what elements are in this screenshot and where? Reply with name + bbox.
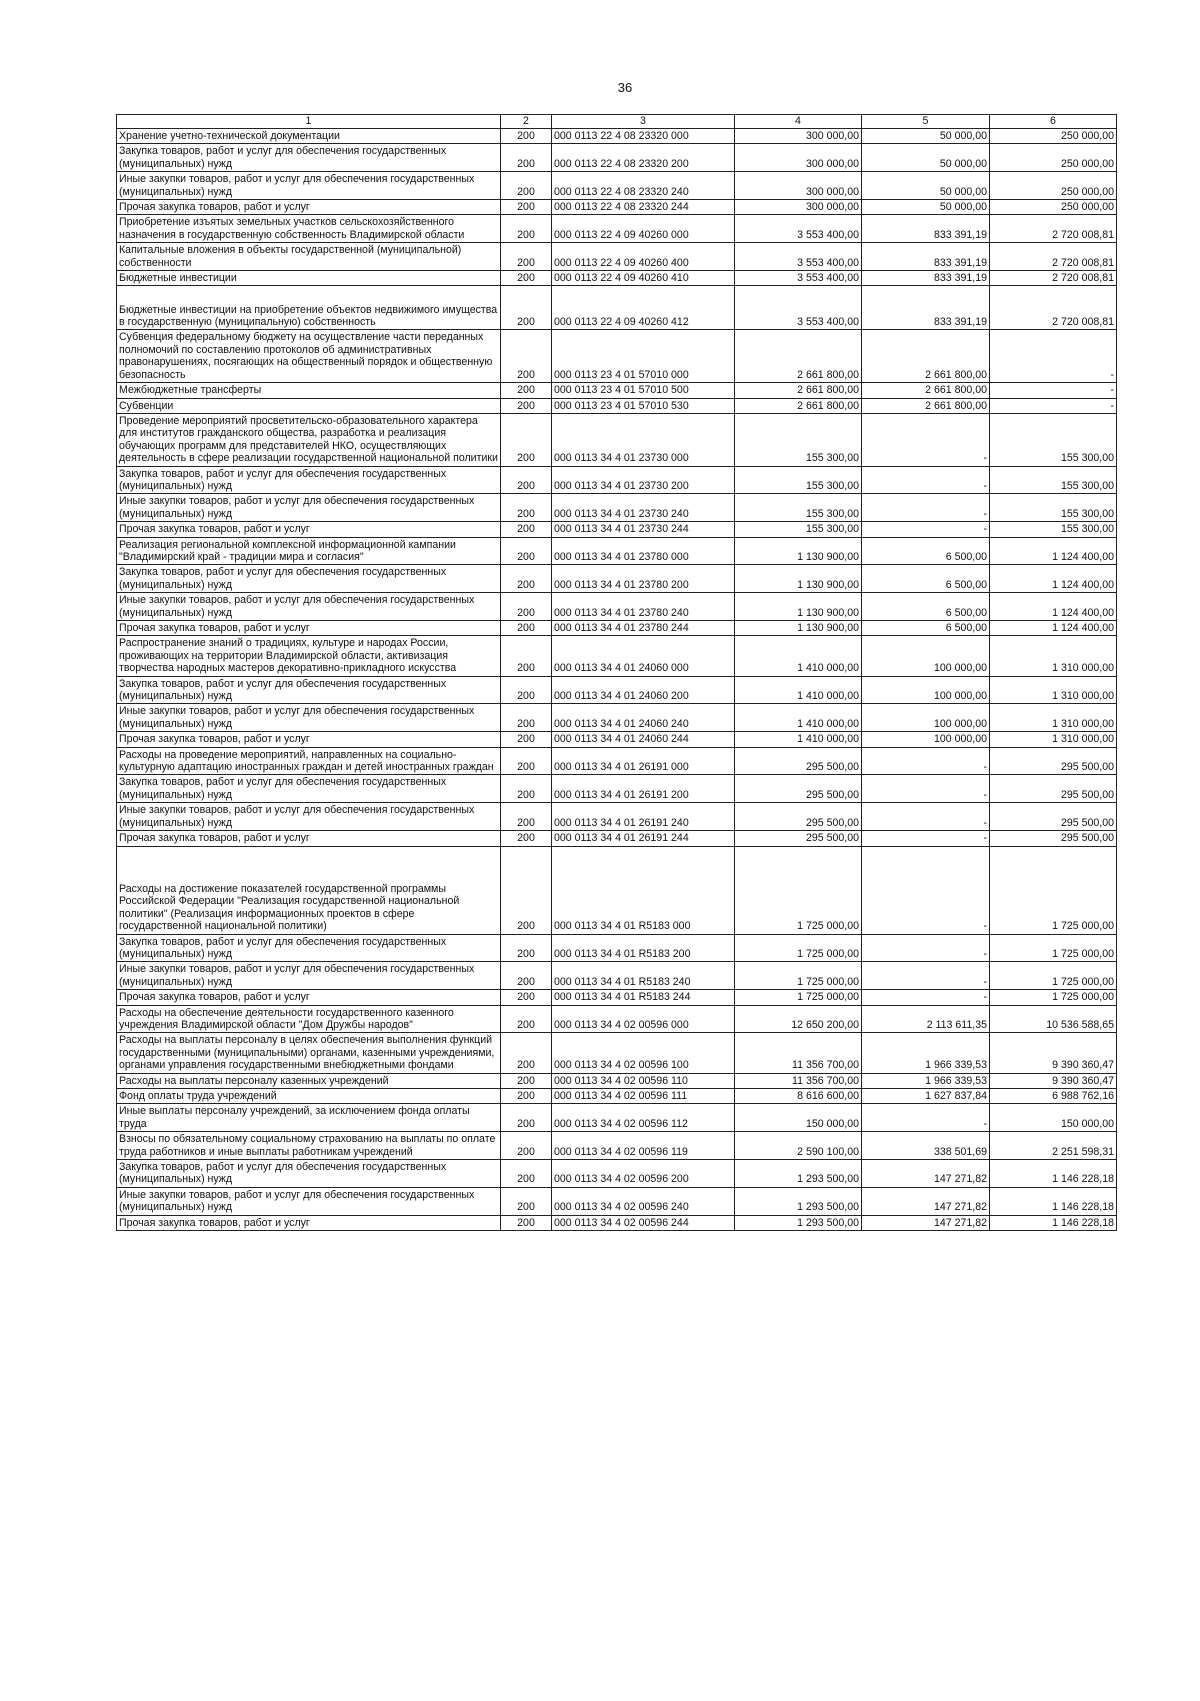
expense-name-cell: Взносы по обязательному социальному страхованию на выплаты по оплате труда работников и иные выплаты работникам учреждений [117, 1132, 501, 1160]
approved-amount-cell: 1 130 900,00 [735, 537, 862, 565]
line-code-cell: 200 [501, 676, 552, 704]
table-row [117, 1187, 1117, 1215]
table-row [117, 636, 1117, 676]
line-code-cell: 200 [501, 243, 552, 271]
table-row [117, 962, 1117, 990]
unexecuted-amount-cell: 295 500,00 [990, 831, 1117, 846]
expense-name-cell: Бюджетные инвестиции [117, 271, 501, 286]
executed-amount-cell: 2 661 800,00 [862, 383, 990, 398]
approved-amount-cell: 1 410 000,00 [735, 676, 862, 704]
table-row [117, 1088, 1117, 1103]
line-code-cell: 200 [501, 271, 552, 286]
table-row [117, 286, 1117, 330]
expense-name-cell: Закупка товаров, работ и услуг для обеспечения государственных (муниципальных) нужд [117, 144, 501, 172]
approved-amount-cell: 1 725 000,00 [735, 990, 862, 1005]
budget-classification-code-cell: 000 0113 23 4 01 57010 500 [552, 383, 735, 398]
expense-name-cell: Иные закупки товаров, работ и услуг для обеспечения государственных (муниципальных) нужд [117, 172, 501, 200]
table-row [117, 144, 1117, 172]
budget-classification-code-cell: 000 0113 34 4 01 R5183 240 [552, 962, 735, 990]
unexecuted-amount-cell: 155 300,00 [990, 413, 1117, 466]
table-row [117, 747, 1117, 775]
executed-amount-cell: 100 000,00 [862, 704, 990, 732]
budget-classification-code-cell: 000 0113 34 4 01 R5183 200 [552, 934, 735, 962]
executed-amount-cell: 2 113 611,35 [862, 1005, 990, 1033]
unexecuted-amount-cell: 1 124 400,00 [990, 565, 1117, 593]
unexecuted-amount-cell: 1 124 400,00 [990, 621, 1117, 636]
expense-name-cell: Закупка товаров, работ и услуг для обеспечения государственных (муниципальных) нужд [117, 775, 501, 803]
executed-amount-cell: - [862, 934, 990, 962]
line-code-cell: 200 [501, 732, 552, 747]
line-code-cell: 200 [501, 1073, 552, 1088]
unexecuted-amount-cell: 295 500,00 [990, 775, 1117, 803]
line-code-cell: 200 [501, 144, 552, 172]
unexecuted-amount-cell: 155 300,00 [990, 494, 1117, 522]
line-code-cell: 200 [501, 846, 552, 934]
budget-classification-code-cell: 000 0113 34 4 01 26191 000 [552, 747, 735, 775]
executed-amount-cell: 50 000,00 [862, 144, 990, 172]
budget-classification-code-cell: 000 0113 22 4 08 23320 000 [552, 129, 735, 144]
line-code-cell: 200 [501, 704, 552, 732]
approved-amount-cell: 1 130 900,00 [735, 621, 862, 636]
unexecuted-amount-cell: 1 124 400,00 [990, 537, 1117, 565]
approved-amount-cell: 3 553 400,00 [735, 243, 862, 271]
expense-name-cell: Расходы на выплаты персоналу казенных учреждений [117, 1073, 501, 1088]
table-row [117, 200, 1117, 215]
expense-name-cell: Закупка товаров, работ и услуг для обеспечения государственных (муниципальных) нужд [117, 565, 501, 593]
executed-amount-cell: 1 627 837,84 [862, 1088, 990, 1103]
approved-amount-cell: 11 356 700,00 [735, 1033, 862, 1073]
approved-amount-cell: 11 356 700,00 [735, 1073, 862, 1088]
table-row [117, 398, 1117, 413]
expense-name-cell: Иные закупки товаров, работ и услуг для обеспечения государственных (муниципальных) нужд [117, 593, 501, 621]
unexecuted-amount-cell: 1 146 228,18 [990, 1187, 1117, 1215]
executed-amount-cell: 833 391,19 [862, 271, 990, 286]
approved-amount-cell: 1 293 500,00 [735, 1160, 862, 1188]
approved-amount-cell: 295 500,00 [735, 803, 862, 831]
budget-classification-code-cell: 000 0113 34 4 02 00596 240 [552, 1187, 735, 1215]
approved-amount-cell: 155 300,00 [735, 413, 862, 466]
executed-amount-cell: 147 271,82 [862, 1215, 990, 1230]
column-header: 1 [117, 115, 501, 129]
line-code-cell: 200 [501, 537, 552, 565]
table-row [117, 1073, 1117, 1088]
expense-name-cell: Закупка товаров, работ и услуг для обеспечения государственных (муниципальных) нужд [117, 934, 501, 962]
executed-amount-cell: 50 000,00 [862, 172, 990, 200]
table-row [117, 990, 1117, 1005]
unexecuted-amount-cell: 250 000,00 [990, 172, 1117, 200]
table-row [117, 803, 1117, 831]
line-code-cell: 200 [501, 200, 552, 215]
table-row [117, 732, 1117, 747]
unexecuted-amount-cell: - [990, 330, 1117, 383]
approved-amount-cell: 155 300,00 [735, 466, 862, 494]
approved-amount-cell: 295 500,00 [735, 831, 862, 846]
line-code-cell: 200 [501, 383, 552, 398]
line-code-cell: 200 [501, 172, 552, 200]
line-code-cell: 200 [501, 1187, 552, 1215]
executed-amount-cell: 50 000,00 [862, 200, 990, 215]
table-row [117, 330, 1117, 383]
budget-classification-code-cell: 000 0113 34 4 01 23730 244 [552, 522, 735, 537]
line-code-cell: 200 [501, 1104, 552, 1132]
budget-classification-code-cell: 000 0113 23 4 01 57010 530 [552, 398, 735, 413]
line-code-cell: 200 [501, 831, 552, 846]
executed-amount-cell: 833 391,19 [862, 286, 990, 330]
unexecuted-amount-cell: 1 124 400,00 [990, 593, 1117, 621]
budget-classification-code-cell: 000 0113 34 4 01 23730 000 [552, 413, 735, 466]
table-row [117, 129, 1117, 144]
expense-name-cell: Иные закупки товаров, работ и услуг для обеспечения государственных (муниципальных) нужд [117, 494, 501, 522]
executed-amount-cell: 1 966 339,53 [862, 1073, 990, 1088]
table-row [117, 565, 1117, 593]
executed-amount-cell: 1 966 339,53 [862, 1033, 990, 1073]
line-code-cell: 200 [501, 1160, 552, 1188]
table-row [117, 831, 1117, 846]
expense-name-cell: Иные закупки товаров, работ и услуг для обеспечения государственных (муниципальных) нужд [117, 803, 501, 831]
budget-classification-code-cell: 000 0113 34 4 02 00596 119 [552, 1132, 735, 1160]
executed-amount-cell: - [862, 803, 990, 831]
approved-amount-cell: 2 661 800,00 [735, 398, 862, 413]
executed-amount-cell: - [862, 413, 990, 466]
table-row [117, 271, 1117, 286]
approved-amount-cell: 300 000,00 [735, 172, 862, 200]
budget-classification-code-cell: 000 0113 34 4 02 00596 112 [552, 1104, 735, 1132]
column-header: 2 [501, 115, 552, 129]
table-body [117, 129, 1117, 1231]
executed-amount-cell: 50 000,00 [862, 129, 990, 144]
expense-name-cell: Прочая закупка товаров, работ и услуг [117, 732, 501, 747]
unexecuted-amount-cell: 10 536 588,65 [990, 1005, 1117, 1033]
unexecuted-amount-cell: 250 000,00 [990, 200, 1117, 215]
line-code-cell: 200 [501, 1005, 552, 1033]
approved-amount-cell: 1 410 000,00 [735, 732, 862, 747]
budget-classification-code-cell: 000 0113 34 4 01 23780 000 [552, 537, 735, 565]
budget-classification-code-cell: 000 0113 23 4 01 57010 000 [552, 330, 735, 383]
unexecuted-amount-cell: 1 310 000,00 [990, 676, 1117, 704]
unexecuted-amount-cell: 1 146 228,18 [990, 1160, 1117, 1188]
line-code-cell: 200 [501, 330, 552, 383]
budget-classification-code-cell: 000 0113 22 4 09 40260 412 [552, 286, 735, 330]
expense-name-cell: Проведение мероприятий просветительско-образовательного характера для институтов гражданского общества, разработка и реализация обучающих программ для представителей НКО, осуществляющих деятельность в сфере реализации государственной национальной политики [117, 413, 501, 466]
table-row [117, 537, 1117, 565]
line-code-cell: 200 [501, 413, 552, 466]
unexecuted-amount-cell: 250 000,00 [990, 129, 1117, 144]
line-code-cell: 200 [501, 636, 552, 676]
expense-name-cell: Иные закупки товаров, работ и услуг для обеспечения государственных (муниципальных) нужд [117, 704, 501, 732]
executed-amount-cell: 833 391,19 [862, 243, 990, 271]
unexecuted-amount-cell: - [990, 398, 1117, 413]
executed-amount-cell: - [862, 1104, 990, 1132]
budget-classification-code-cell: 000 0113 22 4 09 40260 400 [552, 243, 735, 271]
approved-amount-cell: 1 130 900,00 [735, 593, 862, 621]
expense-name-cell: Субвенция федеральному бюджету на осуществление части переданных полномочий по составлению протоколов об административных правонарушениях, посягающих на общественный порядок и общественную безопасность [117, 330, 501, 383]
line-code-cell: 200 [501, 565, 552, 593]
line-code-cell: 200 [501, 494, 552, 522]
expense-name-cell: Расходы на выплаты персоналу в целях обеспечения выполнения функций государственными (муниципальными) органами, казенными учреждениями, органами управления государственными внебюджетными фондами [117, 1033, 501, 1073]
budget-classification-code-cell: 000 0113 34 4 01 R5183 244 [552, 990, 735, 1005]
budget-classification-code-cell: 000 0113 22 4 09 40260 410 [552, 271, 735, 286]
line-code-cell: 200 [501, 962, 552, 990]
expense-name-cell: Расходы на достижение показателей государственной программы Российской Федерации "Реализация государственной национальной политики" (Реализация информационных проектов в сфере государственной национальной политики) [117, 846, 501, 934]
column-header: 4 [735, 115, 862, 129]
approved-amount-cell: 300 000,00 [735, 129, 862, 144]
approved-amount-cell: 3 553 400,00 [735, 215, 862, 243]
table-row [117, 621, 1117, 636]
unexecuted-amount-cell: 1 310 000,00 [990, 704, 1117, 732]
line-code-cell: 200 [501, 522, 552, 537]
approved-amount-cell: 1 725 000,00 [735, 846, 862, 934]
line-code-cell: 200 [501, 215, 552, 243]
expense-name-cell: Реализация региональной комплексной информационной кампании "Владимирский край - традиции мира и согласия" [117, 537, 501, 565]
line-code-cell: 200 [501, 990, 552, 1005]
page-number: 36 [617, 80, 633, 95]
budget-classification-code-cell: 000 0113 34 4 01 R5183 000 [552, 846, 735, 934]
approved-amount-cell: 2 590 100,00 [735, 1132, 862, 1160]
unexecuted-amount-cell: 9 390 360,47 [990, 1033, 1117, 1073]
budget-classification-code-cell: 000 0113 22 4 08 23320 200 [552, 144, 735, 172]
line-code-cell: 200 [501, 621, 552, 636]
budget-classification-code-cell: 000 0113 34 4 01 26191 240 [552, 803, 735, 831]
table-row [117, 383, 1117, 398]
budget-classification-code-cell: 000 0113 34 4 01 26191 244 [552, 831, 735, 846]
executed-amount-cell: - [862, 466, 990, 494]
approved-amount-cell: 12 650 200,00 [735, 1005, 862, 1033]
table-row [117, 775, 1117, 803]
expense-name-cell: Иные выплаты персоналу учреждений, за исключением фонда оплаты труда [117, 1104, 501, 1132]
table-row [117, 934, 1117, 962]
expense-name-cell: Закупка товаров, работ и услуг для обеспечения государственных (муниципальных) нужд [117, 1160, 501, 1188]
executed-amount-cell: 2 661 800,00 [862, 330, 990, 383]
line-code-cell: 200 [501, 1088, 552, 1103]
budget-classification-code-cell: 000 0113 34 4 02 00596 111 [552, 1088, 735, 1103]
line-code-cell: 200 [501, 934, 552, 962]
expense-name-cell: Капитальные вложения в объекты государственной (муниципальной) собственности [117, 243, 501, 271]
executed-amount-cell: - [862, 775, 990, 803]
column-header: 6 [990, 115, 1117, 129]
expense-name-cell: Фонд оплаты труда учреждений [117, 1088, 501, 1103]
table-row [117, 1104, 1117, 1132]
expense-name-cell: Субвенции [117, 398, 501, 413]
line-code-cell: 200 [501, 398, 552, 413]
expense-name-cell: Прочая закупка товаров, работ и услуг [117, 831, 501, 846]
approved-amount-cell: 1 410 000,00 [735, 704, 862, 732]
budget-classification-code-cell: 000 0113 34 4 02 00596 000 [552, 1005, 735, 1033]
approved-amount-cell: 295 500,00 [735, 747, 862, 775]
approved-amount-cell: 300 000,00 [735, 200, 862, 215]
table-row [117, 466, 1117, 494]
table-row [117, 1215, 1117, 1230]
executed-amount-cell: 6 500,00 [862, 565, 990, 593]
expense-name-cell: Прочая закупка товаров, работ и услуг [117, 990, 501, 1005]
approved-amount-cell: 1 130 900,00 [735, 565, 862, 593]
approved-amount-cell: 300 000,00 [735, 144, 862, 172]
approved-amount-cell: 155 300,00 [735, 494, 862, 522]
unexecuted-amount-cell: 1 725 000,00 [990, 962, 1117, 990]
unexecuted-amount-cell: 1 725 000,00 [990, 846, 1117, 934]
approved-amount-cell: 155 300,00 [735, 522, 862, 537]
expense-name-cell: Расходы на обеспечение деятельности государственного казенного учреждения Владимирской области "Дом Дружбы народов" [117, 1005, 501, 1033]
expense-name-cell: Прочая закупка товаров, работ и услуг [117, 1215, 501, 1230]
table-row [117, 1132, 1117, 1160]
line-code-cell: 200 [501, 466, 552, 494]
table-row [117, 1160, 1117, 1188]
unexecuted-amount-cell: 2 720 008,81 [990, 243, 1117, 271]
unexecuted-amount-cell: 295 500,00 [990, 747, 1117, 775]
budget-classification-code-cell: 000 0113 34 4 02 00596 244 [552, 1215, 735, 1230]
unexecuted-amount-cell: 150 000,00 [990, 1104, 1117, 1132]
table-row [117, 215, 1117, 243]
unexecuted-amount-cell: 1 725 000,00 [990, 934, 1117, 962]
approved-amount-cell: 1 293 500,00 [735, 1187, 862, 1215]
unexecuted-amount-cell: 155 300,00 [990, 466, 1117, 494]
budget-classification-code-cell: 000 0113 34 4 01 23730 200 [552, 466, 735, 494]
approved-amount-cell: 1 725 000,00 [735, 934, 862, 962]
expense-name-cell: Межбюджетные трансферты [117, 383, 501, 398]
budget-classification-code-cell: 000 0113 22 4 08 23320 240 [552, 172, 735, 200]
table-row [117, 1005, 1117, 1033]
approved-amount-cell: 1 725 000,00 [735, 962, 862, 990]
unexecuted-amount-cell: 1 146 228,18 [990, 1215, 1117, 1230]
unexecuted-amount-cell: 6 988 762,16 [990, 1088, 1117, 1103]
expense-name-cell: Прочая закупка товаров, работ и услуг [117, 522, 501, 537]
budget-classification-code-cell: 000 0113 34 4 01 26191 200 [552, 775, 735, 803]
line-code-cell: 200 [501, 803, 552, 831]
unexecuted-amount-cell: - [990, 383, 1117, 398]
line-code-cell: 200 [501, 1132, 552, 1160]
unexecuted-amount-cell: 9 390 360,47 [990, 1073, 1117, 1088]
budget-classification-code-cell: 000 0113 34 4 01 24060 000 [552, 636, 735, 676]
line-code-cell: 200 [501, 1033, 552, 1073]
unexecuted-amount-cell: 1 310 000,00 [990, 732, 1117, 747]
expense-name-cell: Расходы на проведение мероприятий, направленных на социально-культурную адаптацию иностранных граждан и детей иностранных граждан [117, 747, 501, 775]
table-row [117, 593, 1117, 621]
executed-amount-cell: - [862, 747, 990, 775]
approved-amount-cell: 1 293 500,00 [735, 1215, 862, 1230]
line-code-cell: 200 [501, 775, 552, 803]
column-header: 5 [862, 115, 990, 129]
unexecuted-amount-cell: 2 720 008,81 [990, 286, 1117, 330]
budget-classification-code-cell: 000 0113 34 4 02 00596 200 [552, 1160, 735, 1188]
table-row [117, 522, 1117, 537]
table-row [117, 172, 1117, 200]
executed-amount-cell: - [862, 494, 990, 522]
expense-name-cell: Иные закупки товаров, работ и услуг для обеспечения государственных (муниципальных) нужд [117, 1187, 501, 1215]
approved-amount-cell: 295 500,00 [735, 775, 862, 803]
budget-table [116, 114, 1117, 1231]
budget-classification-code-cell: 000 0113 34 4 01 23780 200 [552, 565, 735, 593]
line-code-cell: 200 [501, 1215, 552, 1230]
table-row [117, 704, 1117, 732]
expense-name-cell: Приобретение изъятых земельных участков сельскохозяйственного назначения в государственную собственность Владимирской области [117, 215, 501, 243]
unexecuted-amount-cell: 155 300,00 [990, 522, 1117, 537]
executed-amount-cell: 2 661 800,00 [862, 398, 990, 413]
executed-amount-cell: - [862, 962, 990, 990]
expense-name-cell: Прочая закупка товаров, работ и услуг [117, 621, 501, 636]
budget-classification-code-cell: 000 0113 34 4 01 23780 240 [552, 593, 735, 621]
budget-classification-code-cell: 000 0113 34 4 01 23730 240 [552, 494, 735, 522]
executed-amount-cell: 6 500,00 [862, 537, 990, 565]
budget-classification-code-cell: 000 0113 34 4 01 23780 244 [552, 621, 735, 636]
expense-name-cell: Прочая закупка товаров, работ и услуг [117, 200, 501, 215]
approved-amount-cell: 8 616 600,00 [735, 1088, 862, 1103]
table-header-row [117, 115, 1117, 129]
line-code-cell: 200 [501, 286, 552, 330]
budget-classification-code-cell: 000 0113 34 4 02 00596 100 [552, 1033, 735, 1073]
expense-name-cell: Распространение знаний о традициях, культуре и народах России, проживающих на территории Владимирской области, активизация творчества народных мастеров декоративно-прикладного искусства [117, 636, 501, 676]
budget-classification-code-cell: 000 0113 34 4 01 24060 200 [552, 676, 735, 704]
unexecuted-amount-cell: 2 720 008,81 [990, 215, 1117, 243]
executed-amount-cell: 6 500,00 [862, 621, 990, 636]
budget-classification-code-cell: 000 0113 22 4 09 40260 000 [552, 215, 735, 243]
table-row [117, 1033, 1117, 1073]
table-row [117, 243, 1117, 271]
unexecuted-amount-cell: 2 251 598,31 [990, 1132, 1117, 1160]
approved-amount-cell: 2 661 800,00 [735, 330, 862, 383]
approved-amount-cell: 3 553 400,00 [735, 271, 862, 286]
executed-amount-cell: - [862, 990, 990, 1005]
expense-name-cell: Бюджетные инвестиции на приобретение объектов недвижимого имущества в государственную (муниципальную) собственность [117, 286, 501, 330]
executed-amount-cell: 147 271,82 [862, 1160, 990, 1188]
executed-amount-cell: 338 501,69 [862, 1132, 990, 1160]
approved-amount-cell: 150 000,00 [735, 1104, 862, 1132]
executed-amount-cell: - [862, 846, 990, 934]
executed-amount-cell: 100 000,00 [862, 732, 990, 747]
executed-amount-cell: 833 391,19 [862, 215, 990, 243]
budget-classification-code-cell: 000 0113 34 4 01 24060 240 [552, 704, 735, 732]
expense-name-cell: Закупка товаров, работ и услуг для обеспечения государственных (муниципальных) нужд [117, 676, 501, 704]
approved-amount-cell: 1 410 000,00 [735, 636, 862, 676]
table-row [117, 676, 1117, 704]
line-code-cell: 200 [501, 593, 552, 621]
table-row [117, 413, 1117, 466]
budget-classification-code-cell: 000 0113 34 4 01 24060 244 [552, 732, 735, 747]
unexecuted-amount-cell: 250 000,00 [990, 144, 1117, 172]
table-row [117, 494, 1117, 522]
unexecuted-amount-cell: 1 310 000,00 [990, 636, 1117, 676]
expense-name-cell: Хранение учетно-технической документации [117, 129, 501, 144]
unexecuted-amount-cell: 2 720 008,81 [990, 271, 1117, 286]
executed-amount-cell: 100 000,00 [862, 636, 990, 676]
approved-amount-cell: 3 553 400,00 [735, 286, 862, 330]
unexecuted-amount-cell: 1 725 000,00 [990, 990, 1117, 1005]
executed-amount-cell: 6 500,00 [862, 593, 990, 621]
column-header: 3 [552, 115, 735, 129]
executed-amount-cell: 147 271,82 [862, 1187, 990, 1215]
budget-classification-code-cell: 000 0113 34 4 02 00596 110 [552, 1073, 735, 1088]
approved-amount-cell: 2 661 800,00 [735, 383, 862, 398]
expense-name-cell: Иные закупки товаров, работ и услуг для обеспечения государственных (муниципальных) нужд [117, 962, 501, 990]
line-code-cell: 200 [501, 747, 552, 775]
unexecuted-amount-cell: 295 500,00 [990, 803, 1117, 831]
executed-amount-cell: - [862, 831, 990, 846]
executed-amount-cell: - [862, 522, 990, 537]
expense-name-cell: Закупка товаров, работ и услуг для обеспечения государственных (муниципальных) нужд [117, 466, 501, 494]
executed-amount-cell: 100 000,00 [862, 676, 990, 704]
table-row [117, 846, 1117, 934]
line-code-cell: 200 [501, 129, 552, 144]
budget-classification-code-cell: 000 0113 22 4 08 23320 244 [552, 200, 735, 215]
